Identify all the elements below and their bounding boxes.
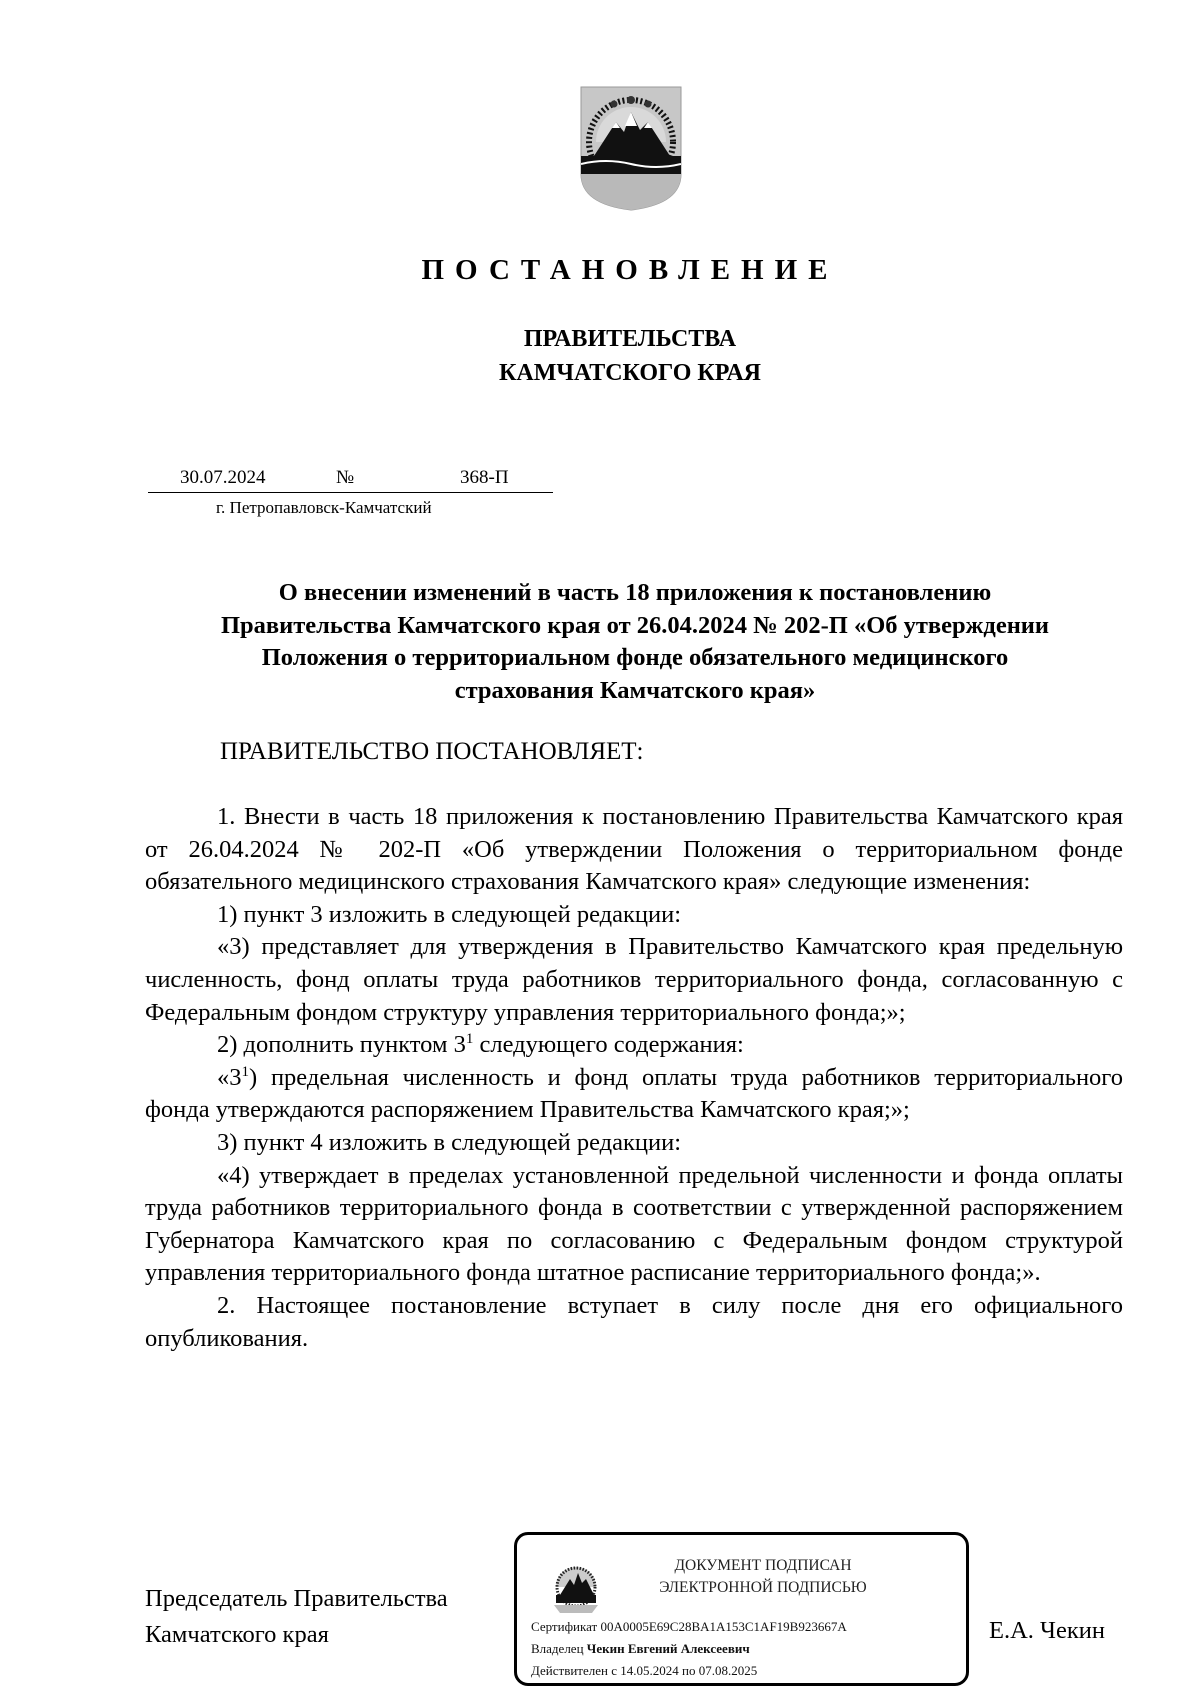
registration-underline <box>148 492 553 493</box>
paragraph-6: 3) пункт 4 изложить в следующей редакции: <box>217 1128 682 1156</box>
coat-of-arms-emblem <box>576 82 686 212</box>
signer-position <box>145 1581 448 1653</box>
validity-to-date: 07.08.2025 <box>698 1663 758 1678</box>
validity-label: Действителен <box>531 1663 608 1678</box>
paragraph-1: 1. Внести в часть 18 приложения к постановлению Правительства Камчатского края от 26.04.2024 № 202-П «Об утверждении Положения о территориальном фонде обязательного медицинского страхования Камчатского края» следующие изменения: <box>145 803 1123 896</box>
resolves-statement: ПРАВИТЕЛЬСТВО ПОСТАНОВЛЯЕТ: <box>220 738 644 765</box>
owner-value: Чекин Евгений Алексеевич <box>586 1641 750 1656</box>
number-sign: № <box>336 467 355 488</box>
registration-block <box>148 467 553 527</box>
paragraph-4 <box>145 1029 1123 1062</box>
stamp-owner-row <box>531 1641 750 1657</box>
stamp-emblem-icon <box>552 1561 600 1617</box>
paragraph-7: «4) утверждает в пределах установленной предельной численности и фонда оплаты труда работников территориального фонда в соответствии с утвержденной распоряжением Губернатора Камчатского края по согласованию с Федеральным фондом структурой управления территориального фонда штатное расписание территориального фонда;». <box>145 1161 1123 1287</box>
paragraph-5 <box>145 1062 1123 1127</box>
certificate-label: Сертификат <box>531 1619 598 1634</box>
document-body <box>145 801 1123 1355</box>
issuer-title <box>0 322 1200 390</box>
heading-line-4: страхования Камчатского края» <box>454 676 816 704</box>
stamp-title <box>613 1555 913 1599</box>
signer-position-line-1: Председатель Правительства <box>145 1585 448 1612</box>
superscript: 1 <box>465 1031 474 1048</box>
paragraph-4-text: 2) дополнить пунктом 3 <box>217 1031 466 1059</box>
stamp-title-line-2: ЭЛЕКТРОННОЙ ПОДПИСЬЮ <box>659 1579 867 1596</box>
document-type-title: ПОСТАНОВЛЕНИЕ <box>421 254 839 286</box>
paragraph-2: 1) пункт 3 изложить в следующей редакции: <box>217 900 682 928</box>
stamp-certificate-row <box>531 1619 847 1635</box>
paragraph-3: «3) представляет для утверждения в Правительство Камчатского края предельную численность, фонд оплаты труда работников территориального фонда, согласованную с Федеральным фондом структуру управления территориального фонда;»; <box>145 933 1123 1026</box>
stamp-title-line-1: ДОКУМЕНТ ПОДПИСАН <box>674 1557 852 1574</box>
paragraph-8: 2. Настоящее постановление вступает в силу после дня его официального опубликования. <box>145 1291 1123 1352</box>
superscript: 1 <box>241 1063 249 1080</box>
paragraph-5-text: «3 <box>217 1063 242 1091</box>
electronic-signature-stamp <box>514 1532 969 1686</box>
heading-line-3: Положения о территориальном фонде обязательного медицинского <box>261 644 1009 671</box>
validity-to-word: по <box>682 1663 696 1678</box>
heading-line-1: О внесении изменений в часть 18 приложения к постановлению <box>278 579 992 606</box>
paragraph-4-text-end: следующего содержания: <box>473 1031 744 1059</box>
document-date: 30.07.2024 <box>180 467 266 488</box>
document-heading <box>145 577 1125 707</box>
signer-name: Е.А. Чекин <box>989 1617 1105 1644</box>
owner-label: Владелец <box>531 1641 584 1656</box>
validity-from-date: 14.05.2024 <box>620 1663 679 1678</box>
issuer-line-2: КАМЧАТСКОГО КРАЯ <box>498 360 762 386</box>
stamp-validity-row <box>531 1663 757 1679</box>
certificate-value: 00A0005E69C28BA1A153C1AF19B923667A <box>600 1619 847 1634</box>
heading-line-2: Правительства Камчатского края от 26.04.2024 № 202-П «Об утверждении <box>220 611 1050 639</box>
validity-from-word: с <box>611 1663 617 1678</box>
paragraph-5-text-end: ) предельная численность и фонд оплаты труда работников территориального фонда утверждаются распоряжением Правительства Камчатского края;»; <box>145 1063 1123 1124</box>
city-label: г. Петропавловск-Камчатский <box>216 498 432 517</box>
issuer-line-1: ПРАВИТЕЛЬСТВА <box>523 326 737 352</box>
document-number: 368-П <box>460 467 509 488</box>
signer-position-line-2: Камчатского края <box>145 1621 329 1648</box>
